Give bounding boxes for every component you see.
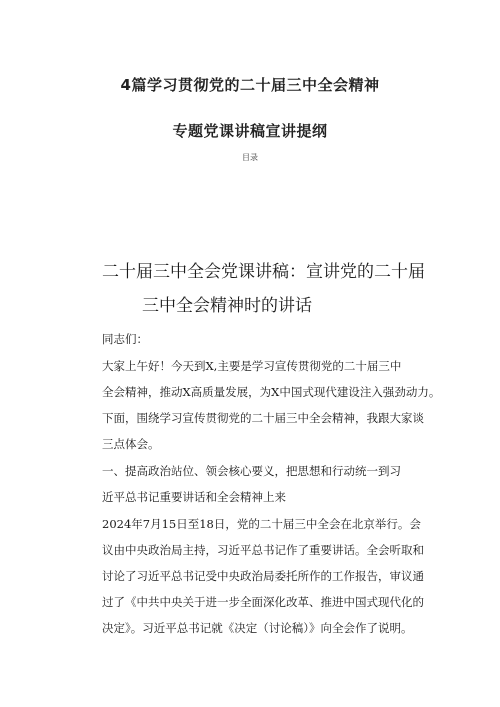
heading-line: 近平总书记重要讲话和全会精神上来 [102, 490, 286, 504]
salutation: 同志们： [102, 332, 148, 346]
section-title-line-2: 三中全会精神时的讲话 [142, 296, 312, 316]
body-line: 过了《中共中央关于进一步全面深化改革、推进中国式现代化的 [102, 595, 424, 609]
toc-label: 目录 [242, 153, 258, 162]
body-line: 三点体会。 [102, 437, 160, 451]
body-line: 议由中央政治局主持，习近平总书记作了重要讲话。全会听取和 [102, 543, 424, 557]
body-line: 2024年7月15日至18日，党的二十届三中全会在北京举行。会 [102, 517, 421, 531]
section-title-line-1: 二十届三中全会党课讲稿：宣讲党的二十届 [102, 262, 425, 282]
body-line: 大家上午好！今天到X,主要是学习宣传贯彻党的二十届三中 [102, 359, 402, 373]
body-line: 决定》。习近平总书记就《决定（讨论稿）》向全会作了说明。 [102, 621, 413, 635]
body-line: 下面，围绕学习宣传贯彻党的二十届三中全会精神，我跟大家谈 [102, 411, 424, 425]
body-line: 讨论了习近平总书记受中央政治局委托所作的工作报告，审议通 [102, 569, 424, 583]
body-line: 全会精神，推动X高质量发展，为X中国式现代建设注入强劲动力。 [102, 385, 441, 399]
heading-line: 一、提高政治站位、领会核心要义，把思想和行动统一到习 [102, 464, 401, 478]
document-title-line-2: 专题党课讲稿宣讲提纲 [172, 122, 328, 140]
document-title-line-1: 4篇学习贯彻党的二十届三中全会精神 [120, 76, 380, 94]
